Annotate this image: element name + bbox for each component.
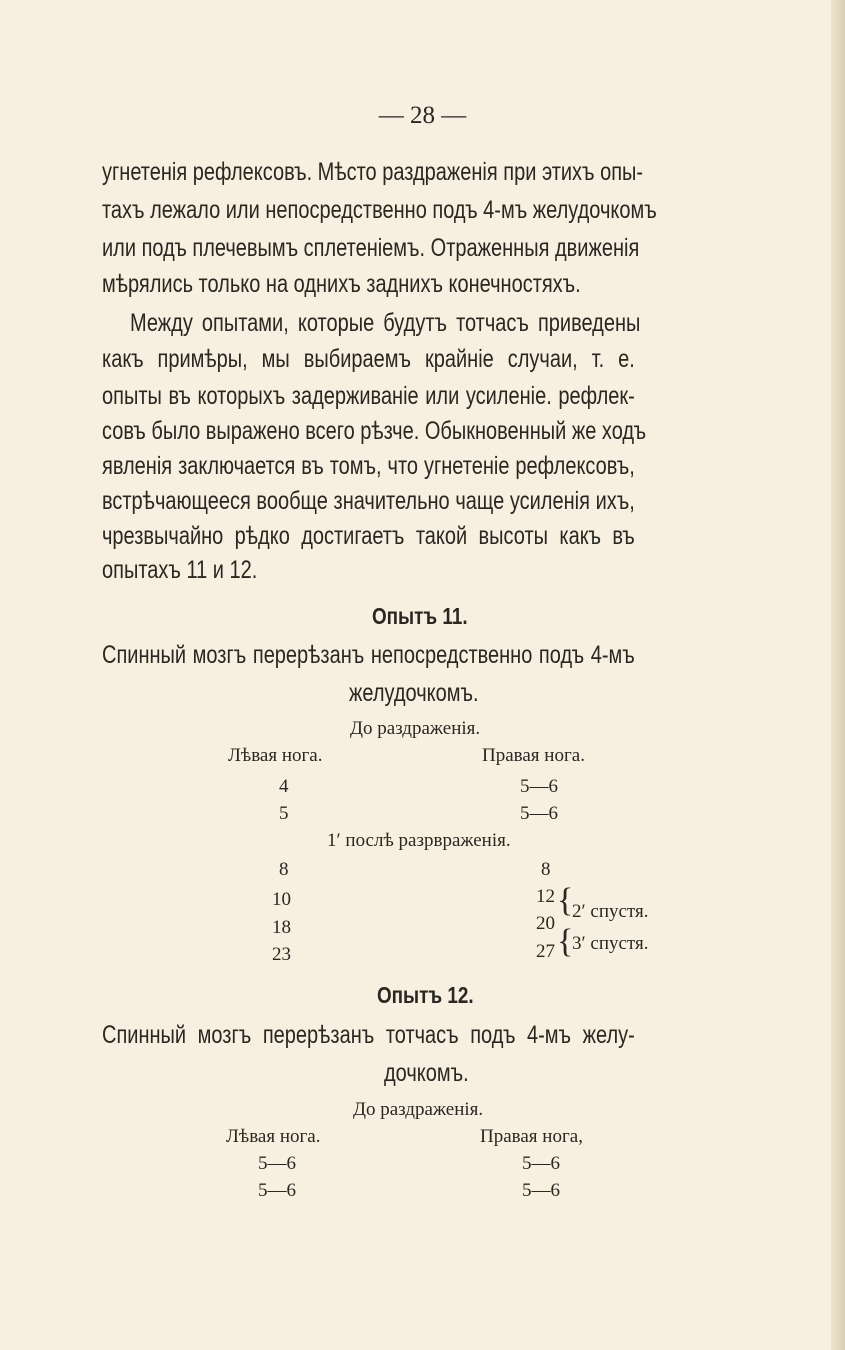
before-label: До раздраженія. xyxy=(353,1099,484,1120)
experiment-title: Опытъ 12. xyxy=(377,982,474,1008)
paragraph-line: опыты въ которыхъ задерживаніе или усиленіе. рефлек- xyxy=(102,382,635,410)
paragraph-line: встрѣчающееся вообще значительно чаще усиленія ихъ, xyxy=(102,487,635,515)
time-note: 2′ спустя. xyxy=(572,901,649,922)
paragraph-line: Между опытами, которые будутъ тотчасъ приведены xyxy=(130,309,641,337)
table-cell-right: 8 xyxy=(541,859,551,880)
paragraph-line: совъ было выражено всего рѣзче. Обыкновенный же ходъ xyxy=(102,417,647,445)
page-number: — 28 — xyxy=(378,102,467,129)
left-leg-header: Лѣвая нога. xyxy=(228,745,323,766)
paragraph-line: или подъ плечевымъ сплетеніемъ. Отраженныя движенія xyxy=(102,234,640,262)
experiment-description: Спинный мозгъ перерѣзанъ тотчасъ подъ 4-мъ желу- xyxy=(102,1021,635,1049)
table-cell-left: 4 xyxy=(279,776,289,797)
table-cell-left: 5—6 xyxy=(258,1153,296,1174)
right-leg-header: Правая нога. xyxy=(482,745,585,766)
page-edge-shadow xyxy=(831,0,845,1350)
table-cell-right: 20 xyxy=(536,913,555,934)
paragraph-line: тахъ лежало или непосредственно подъ 4-мъ желудочкомъ xyxy=(102,196,657,224)
table-cell-left: 5—6 xyxy=(258,1180,296,1201)
before-label: До раздраженія. xyxy=(350,718,481,739)
right-leg-header: Правая нога, xyxy=(480,1126,583,1147)
after-label: 1′ послѣ разрвраженія. xyxy=(327,830,511,851)
table-cell-right: 5—6 xyxy=(520,776,558,797)
paragraph-line: угнетенія рефлексовъ. Мѣсто раздраженія при этихъ опы- xyxy=(102,158,644,186)
experiment-description: Спинный мозгъ перерѣзанъ непосредственно подъ 4-мъ xyxy=(102,641,635,669)
table-cell-left: 18 xyxy=(272,917,291,938)
experiment-description: дочкомъ. xyxy=(384,1059,469,1087)
table-cell-left: 5 xyxy=(279,803,289,824)
table-cell-left: 10 xyxy=(272,889,291,910)
table-cell-right: 27 xyxy=(536,941,555,962)
experiment-description: желудочкомъ. xyxy=(349,679,479,707)
table-cell-left: 23 xyxy=(272,944,291,965)
table-cell-right: 5—6 xyxy=(520,803,558,824)
table-cell-right: 5—6 xyxy=(522,1153,560,1174)
left-leg-header: Лѣвая нога. xyxy=(226,1126,321,1147)
paragraph-line: мѣрялись только на однихъ заднихъ конечностяхъ. xyxy=(102,270,581,298)
time-note: 3′ спустя. xyxy=(572,933,649,954)
brace-symbol: { xyxy=(557,923,574,960)
paragraph-line: чрезвычайно рѣдко достигаетъ такой высоты какъ въ xyxy=(102,522,635,550)
table-cell-left: 8 xyxy=(279,859,289,880)
table-cell-right: 5—6 xyxy=(522,1180,560,1201)
paragraph-line: какъ примѣры, мы выбираемъ крайніе случаи, т. е. xyxy=(102,345,635,373)
paragraph-line: явленія заключается въ томъ, что угнетеніе рефлексовъ, xyxy=(102,452,635,480)
brace-symbol: { xyxy=(557,882,574,919)
experiment-title: Опытъ 11. xyxy=(372,603,468,629)
table-cell-right: 12 xyxy=(536,886,555,907)
paragraph-line: опытахъ 11 и 12. xyxy=(102,556,258,584)
